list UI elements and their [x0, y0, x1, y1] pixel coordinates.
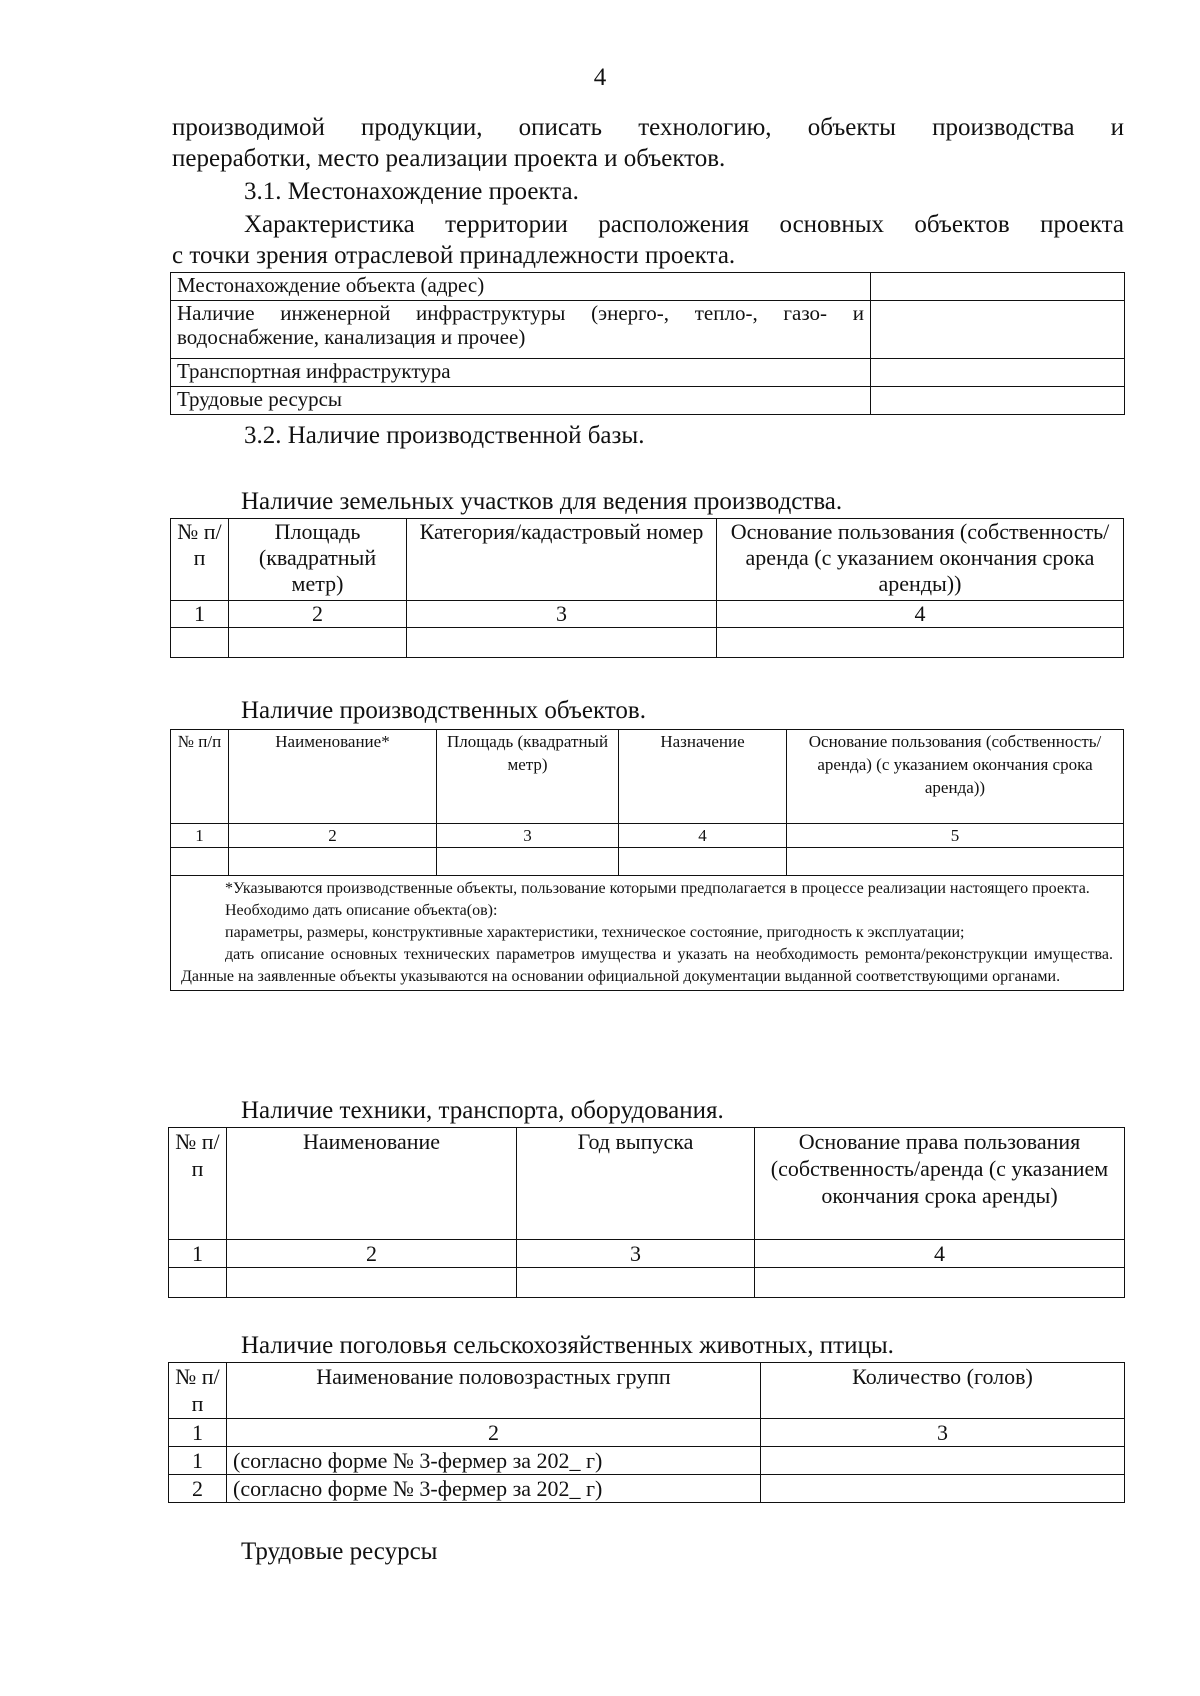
header-name: Наименование	[227, 1128, 517, 1240]
col-number-5: 5	[787, 824, 1124, 848]
col-number-2: 2	[227, 1419, 761, 1447]
labor-heading: Трудовые ресурсы	[241, 1538, 438, 1565]
header-number: № п/п	[169, 1363, 227, 1419]
livestock-caption: Наличие поголовья сельскохозяйственных животных, птицы.	[241, 1332, 894, 1359]
note-paragraph-2: Необходимо дать описание объекта(ов):	[225, 902, 498, 919]
header-year: Год выпуска	[517, 1128, 755, 1240]
col-number-1: 1	[169, 1240, 227, 1268]
livestock-table	[168, 1362, 1125, 1503]
header-name: Наименование*	[229, 730, 437, 824]
col-number-4: 4	[755, 1240, 1125, 1268]
objects-caption: Наличие производственных объектов.	[241, 697, 646, 724]
row-group-name: (согласно форме № 3-фермер за 202_ г)	[227, 1475, 761, 1503]
header-number: № п/п	[171, 519, 229, 601]
col-number-2: 2	[227, 1240, 517, 1268]
land-table	[170, 518, 1124, 658]
location-row-labor: Трудовые ресурсы	[171, 387, 871, 415]
col-number-3: 3	[407, 601, 717, 628]
empty-cell	[171, 628, 229, 658]
header-number: № п/п	[171, 730, 229, 824]
note-paragraph-3: параметры, размеры, конструктивные характеристики, техническое состояние, пригодность к эксплуатации;	[225, 924, 965, 941]
location-row-address: Местонахождение объекта (адрес)	[171, 273, 871, 301]
empty-cell	[229, 848, 437, 876]
col-number-3: 3	[517, 1240, 755, 1268]
location-row-infrastructure: Наличие инженерной инфраструктуры (энерго-, тепло-, газо- и водоснабжение, канализация и прочее)	[171, 301, 871, 359]
empty-cell	[787, 848, 1124, 876]
intro-line-1: производимой продукции, описать технологию, объекты производства и	[172, 114, 1124, 141]
header-group-name: Наименование половозрастных групп	[227, 1363, 761, 1419]
col-number-1: 1	[171, 824, 229, 848]
objects-note	[171, 876, 1124, 991]
empty-cell	[437, 848, 619, 876]
empty-cell	[619, 848, 787, 876]
empty-cell	[717, 628, 1124, 658]
table-row	[169, 1447, 1125, 1475]
empty-cell	[169, 1268, 227, 1298]
location-value-cell	[871, 273, 1125, 301]
empty-cell	[407, 628, 717, 658]
row-number: 1	[169, 1447, 227, 1475]
empty-cell	[517, 1268, 755, 1298]
location-table	[170, 272, 1125, 415]
col-number-4: 4	[619, 824, 787, 848]
col-number-3: 3	[761, 1419, 1125, 1447]
col-number-2: 2	[229, 601, 407, 628]
location-value-cell	[871, 301, 1125, 359]
header-purpose: Назначение	[619, 730, 787, 824]
col-number-4: 4	[717, 601, 1124, 628]
empty-cell	[229, 628, 407, 658]
land-caption: Наличие земельных участков для ведения производства.	[241, 488, 843, 515]
header-quantity: Количество (голов)	[761, 1363, 1125, 1419]
characteristic-line-1: Характеристика территории расположения основных объектов проекта	[244, 211, 1124, 238]
empty-cell	[755, 1268, 1125, 1298]
location-row-transport: Транспортная инфраструктура	[171, 359, 871, 387]
section-3-2-heading: 3.2. Наличие производственной базы.	[244, 422, 645, 449]
note-paragraph-4: дать описание основных технических параметров имущества и указать на необходимость ремонта/реконструкции имущества. Данные на заявленные объекты указываются на основании официальной документации выданной соответствующими органами.	[181, 946, 1113, 985]
equipment-table	[168, 1127, 1125, 1298]
header-area: Площадь (квадратный метр)	[437, 730, 619, 824]
col-number-2: 2	[229, 824, 437, 848]
objects-table	[170, 729, 1124, 991]
col-number-3: 3	[437, 824, 619, 848]
equipment-caption: Наличие техники, транспорта, оборудования.	[241, 1097, 724, 1124]
header-area: Площадь (квадратный метр)	[229, 519, 407, 601]
location-value-cell	[871, 359, 1125, 387]
section-3-1-heading: 3.1. Местонахождение проекта.	[244, 178, 579, 205]
header-number: № п/п	[169, 1128, 227, 1240]
col-number-1: 1	[169, 1419, 227, 1447]
table-row	[169, 1475, 1125, 1503]
empty-cell	[171, 848, 229, 876]
row-number: 2	[169, 1475, 227, 1503]
header-usage-basis: Основание пользования (собственность/аренда) (с указанием окончания срока аренда))	[787, 730, 1124, 824]
row-quantity	[761, 1447, 1125, 1475]
empty-cell	[227, 1268, 517, 1298]
location-value-cell	[871, 387, 1125, 415]
note-paragraph-1: *Указываются производственные объекты, пользование которыми предполагается в процессе реализации настоящего проекта.	[225, 880, 1090, 897]
col-number-1: 1	[171, 601, 229, 628]
row-group-name: (согласно форме № 3-фермер за 202_ г)	[227, 1447, 761, 1475]
header-usage-basis: Основание пользования (собственность/аренда (с указанием окончания срока аренды))	[717, 519, 1124, 601]
characteristic-line-2: с точки зрения отраслевой принадлежности проекта.	[172, 242, 736, 269]
header-category: Категория/кадастровый номер	[407, 519, 717, 601]
intro-line-2: переработки, место реализации проекта и объектов.	[172, 145, 726, 172]
row-quantity	[761, 1475, 1125, 1503]
page-number: 4	[593, 64, 607, 91]
header-usage-basis: Основание права пользования (собственность/аренда (с указанием окончания срока аренды)	[755, 1128, 1125, 1240]
